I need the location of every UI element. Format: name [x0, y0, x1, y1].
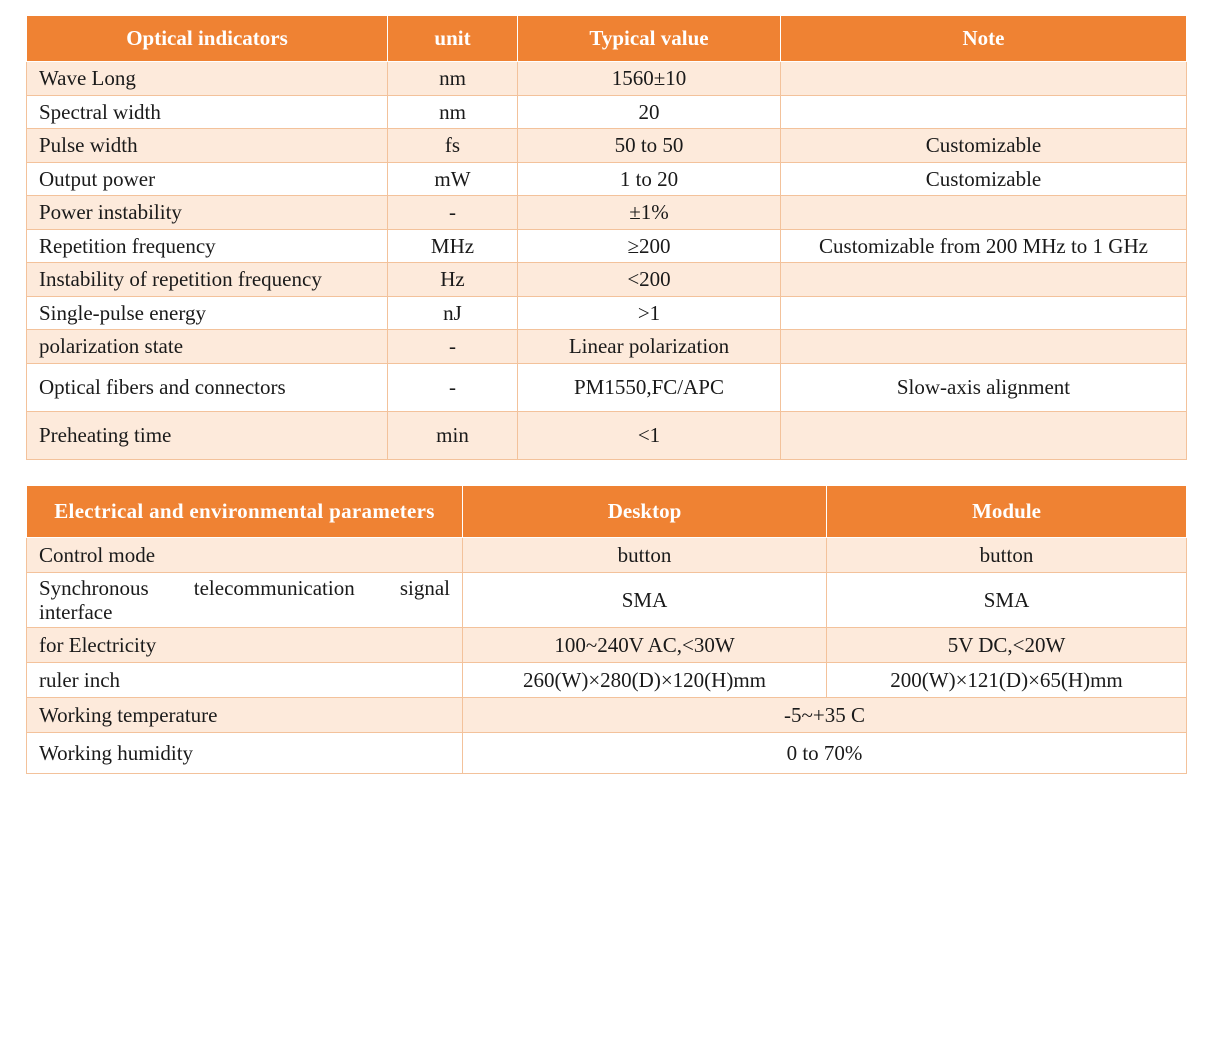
table-row: [27, 296, 1187, 330]
shared-value-cell: -5~+35 C: [463, 698, 1187, 733]
header-note: Note: [781, 16, 1187, 62]
header-module: Module: [827, 486, 1187, 538]
typical-value-cell: PM1550,FC/APC: [518, 363, 781, 411]
table-row: [27, 229, 1187, 263]
table-row: [27, 363, 1187, 411]
unit-cell: fs: [388, 129, 518, 163]
typical-value-cell: ≥200: [518, 229, 781, 263]
header-optical-indicators: Optical indicators: [27, 16, 388, 62]
typical-value-cell: 1560±10: [518, 62, 781, 96]
table-header-row: [27, 486, 1187, 538]
note-cell: [781, 263, 1187, 297]
indicator-cell: Spectral width: [27, 95, 388, 129]
unit-cell: mW: [388, 162, 518, 196]
unit-cell: Hz: [388, 263, 518, 297]
header-electrical-environmental-parameters: Electrical and environmental parameters: [27, 486, 463, 538]
parameter-cell: ruler inch: [27, 663, 463, 698]
typical-value-cell: >1: [518, 296, 781, 330]
parameter-cell: Control mode: [27, 538, 463, 573]
parameter-cell: [27, 573, 463, 628]
module-cell: 5V DC,<20W: [827, 628, 1187, 663]
header-desktop: Desktop: [463, 486, 827, 538]
note-cell: Customizable: [781, 129, 1187, 163]
indicator-cell: Pulse width: [27, 129, 388, 163]
indicator-cell: Wave Long: [27, 62, 388, 96]
indicator-cell: Instability of repetition frequency: [27, 263, 388, 297]
parameter-word: telecommunication: [193, 576, 355, 600]
table-row: [27, 573, 1187, 628]
desktop-cell: SMA: [463, 573, 827, 628]
table-row: [27, 196, 1187, 230]
parameter-word: Synchronous: [39, 576, 149, 600]
optical-indicators-table: [26, 15, 1187, 460]
table-row: [27, 95, 1187, 129]
note-cell: Customizable from 200 MHz to 1 GHz: [781, 229, 1187, 263]
typical-value-cell: 1 to 20: [518, 162, 781, 196]
indicator-cell: Output power: [27, 162, 388, 196]
typical-value-cell: 50 to 50: [518, 129, 781, 163]
note-cell: [781, 95, 1187, 129]
module-cell: SMA: [827, 573, 1187, 628]
unit-cell: nm: [388, 62, 518, 96]
table-row: [27, 162, 1187, 196]
table-row: [27, 698, 1187, 733]
desktop-cell: button: [463, 538, 827, 573]
module-cell: 200(W)×121(D)×65(H)mm: [827, 663, 1187, 698]
table-row: [27, 733, 1187, 774]
electrical-environmental-table: [26, 485, 1187, 774]
table-row: [27, 411, 1187, 459]
parameter-cell: Working humidity: [27, 733, 463, 774]
indicator-cell: Power instability: [27, 196, 388, 230]
unit-cell: MHz: [388, 229, 518, 263]
note-cell: [781, 330, 1187, 364]
note-cell: Customizable: [781, 162, 1187, 196]
desktop-cell: 260(W)×280(D)×120(H)mm: [463, 663, 827, 698]
table-row: [27, 628, 1187, 663]
table-row: [27, 330, 1187, 364]
parameter-line-2: interface: [39, 600, 113, 624]
header-typical-value: Typical value: [518, 16, 781, 62]
indicator-cell: Preheating time: [27, 411, 388, 459]
note-cell: [781, 62, 1187, 96]
note-cell: [781, 196, 1187, 230]
parameter-cell: for Electricity: [27, 628, 463, 663]
unit-cell: -: [388, 330, 518, 364]
table-row: [27, 129, 1187, 163]
unit-cell: nm: [388, 95, 518, 129]
indicator-cell: Single-pulse energy: [27, 296, 388, 330]
note-cell: Slow-axis alignment: [781, 363, 1187, 411]
table-header-row: [27, 16, 1187, 62]
typical-value-cell: 20: [518, 95, 781, 129]
note-cell: [781, 296, 1187, 330]
typical-value-cell: <1: [518, 411, 781, 459]
table-row: [27, 538, 1187, 573]
unit-cell: -: [388, 363, 518, 411]
typical-value-cell: <200: [518, 263, 781, 297]
shared-value-cell: 0 to 70%: [463, 733, 1187, 774]
header-unit: unit: [388, 16, 518, 62]
indicator-cell: polarization state: [27, 330, 388, 364]
unit-cell: nJ: [388, 296, 518, 330]
parameter-line-1: [39, 576, 450, 600]
desktop-cell: 100~240V AC,<30W: [463, 628, 827, 663]
table-row: [27, 263, 1187, 297]
table-row: [27, 62, 1187, 96]
table-row: [27, 663, 1187, 698]
typical-value-cell: Linear polarization: [518, 330, 781, 364]
unit-cell: min: [388, 411, 518, 459]
module-cell: button: [827, 538, 1187, 573]
indicator-cell: Optical fibers and connectors: [27, 363, 388, 411]
typical-value-cell: ±1%: [518, 196, 781, 230]
parameter-word: signal: [399, 576, 450, 600]
note-cell: [781, 411, 1187, 459]
indicator-cell: Repetition frequency: [27, 229, 388, 263]
parameter-cell: Working temperature: [27, 698, 463, 733]
unit-cell: -: [388, 196, 518, 230]
